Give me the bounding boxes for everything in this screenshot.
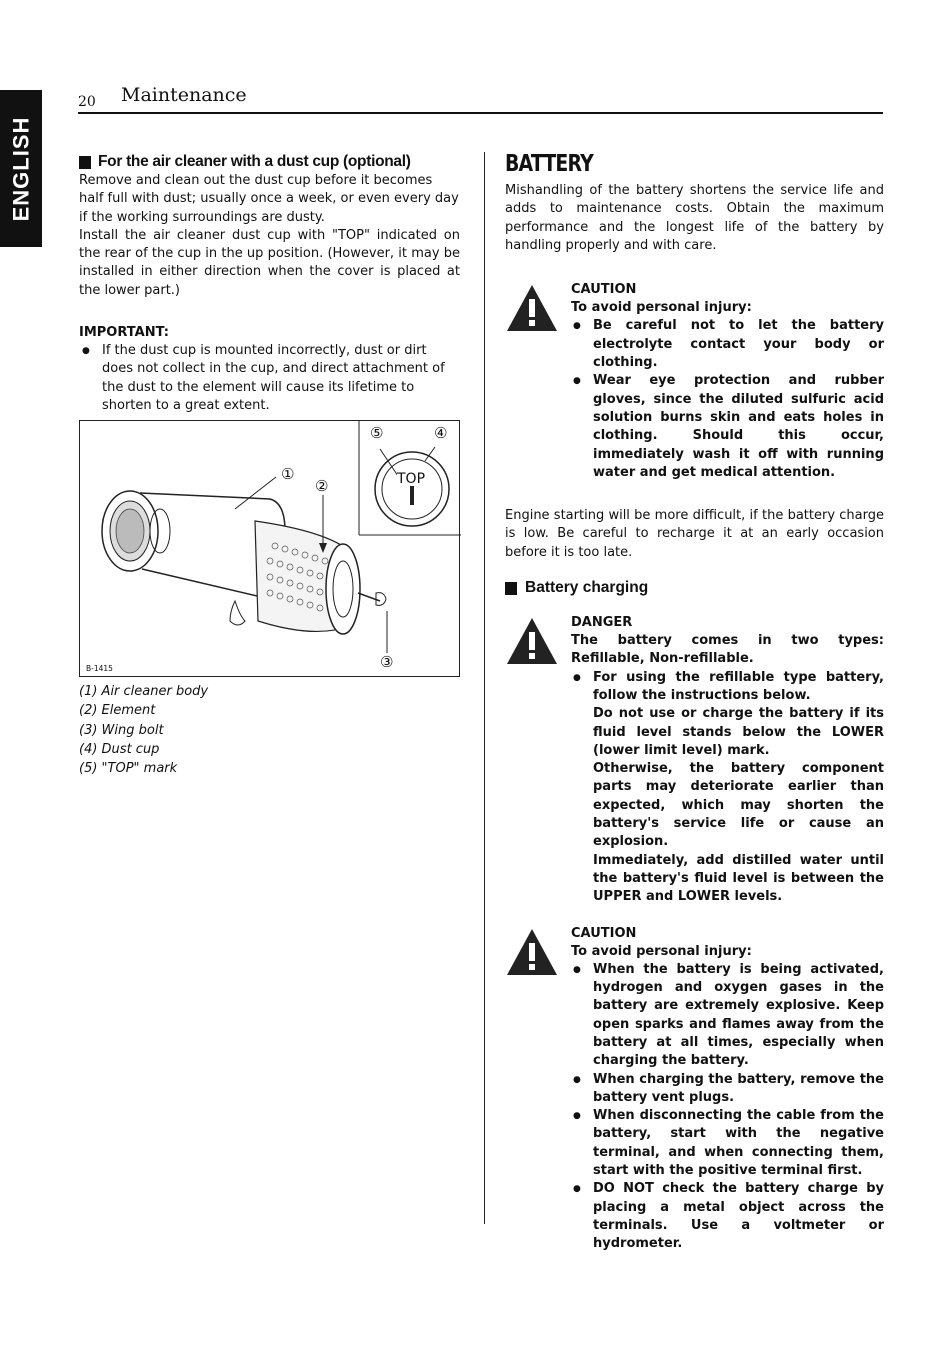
dust-cup-paragraph-2: Install the air cleaner dust cup with "TOP" indicated on the rear of the cup in the up position. (However, it may be installed in either direction when the cover is placed at the lower part.) <box>79 227 460 298</box>
bullet-icon: ● <box>573 321 581 332</box>
figure-captions <box>79 682 460 779</box>
callout-4: ④ <box>434 423 448 442</box>
caution-block-2 <box>505 925 884 1254</box>
callout-1: ① <box>281 464 295 483</box>
danger-label: DANGER <box>571 615 633 631</box>
callout-2: ② <box>315 476 329 495</box>
caution-lead: To avoid personal injury: <box>571 943 752 959</box>
language-tab <box>0 90 42 247</box>
caption-item: (1) Air cleaner body <box>79 683 209 699</box>
page-number: 20 <box>78 94 96 110</box>
caption-item: (3) Wing bolt <box>79 722 164 738</box>
left-column <box>79 152 460 779</box>
bullet-icon: ● <box>573 1184 581 1195</box>
danger-lead: The battery comes in two types: Refillable, Non-refillable. <box>571 633 884 667</box>
square-bullet-icon <box>505 582 517 595</box>
caution-label: CAUTION <box>571 282 637 298</box>
figure-code: B-1415 <box>86 663 113 673</box>
caption-item: (4) Dust cup <box>79 741 160 757</box>
caution-lead: To avoid personal injury: <box>571 300 752 316</box>
battery-charging-heading: Battery charging <box>505 578 884 598</box>
caution-item: ● Be careful not to let the battery electrolyte contact your body or clothing. <box>571 317 884 372</box>
section-title: Maintenance <box>121 84 247 106</box>
caution-item: ● When disconnecting the cable from the battery, start with the negative terminal, and when connecting them, start with the positive terminal first. <box>571 1107 884 1180</box>
caption-item: (5) "TOP" mark <box>79 761 178 777</box>
square-bullet-icon <box>79 156 91 169</box>
danger-item: ● For using the refillable type battery, follow the instructions below. Do not use or charge the battery if its fluid level stands below the LOWER (lower limit level) mark. Otherwise, the battery component parts may deteriorate earlier than expected, which may shorten the battery's service life or cause an explosion. Immediately, add distilled water until the battery's fluid level is between the UPPER and LOWER levels. <box>571 669 884 907</box>
battery-title: BATTERY <box>505 151 593 177</box>
bullet-icon: ● <box>573 1111 581 1122</box>
air-cleaner-figure <box>79 420 460 677</box>
bullet-icon: ● <box>82 346 90 357</box>
dust-cup-paragraph-1: Remove and clean out the dust cup before it becomes half full with dust; usually once a week, or even every day if the working surroundings are dusty. <box>79 173 459 225</box>
caution-item: ● Wear eye protection and rubber gloves, since the diluted sulfuric acid solution burns skin and eats holes in clothing. Should this occur, immediately wash it off with running water and get medical attention. <box>571 372 884 482</box>
caption-item: (2) Element <box>79 703 156 719</box>
bullet-icon: ● <box>573 964 581 975</box>
page-header <box>78 84 883 114</box>
battery-intro: Mishandling of the battery shortens the service life and adds to maintenance costs. Obtain the maximum performance and the longest life of the battery by handling properly and with care. <box>505 183 884 253</box>
column-divider <box>484 152 485 1224</box>
dust-cup-heading: For the air cleaner with a dust cup (optional) <box>79 152 460 172</box>
danger-block <box>505 614 884 906</box>
caution-item: ● When charging the battery, remove the battery vent plugs. <box>571 1071 884 1108</box>
callout-5: ⑤ <box>370 423 384 442</box>
bullet-icon: ● <box>573 672 581 683</box>
bullet-icon: ● <box>573 1074 581 1085</box>
warning-triangle-icon <box>505 283 559 333</box>
warning-triangle-icon <box>505 927 559 977</box>
important-item: ● If the dust cup is mounted incorrectly, dust or dirt does not collect in the cup, and direct attachment of the dust to the element will cause its lifetime to shorten to a great extent. <box>79 342 460 416</box>
air-cleaner-illustration <box>80 421 461 678</box>
starting-note: Engine starting will be more difficult, if the battery charge is low. Be careful to recharge it at an early occasion before it is too late. <box>505 508 884 560</box>
important-label: IMPORTANT: <box>79 325 169 341</box>
caution-item: ● DO NOT check the battery charge by placing a metal object across the terminals. Use a voltmeter or hydrometer. <box>571 1180 884 1253</box>
right-column <box>505 150 884 1254</box>
language-tab-label: ENGLISH <box>8 116 34 221</box>
warning-triangle-icon <box>505 616 559 666</box>
caution-item: ● When the battery is being activated, hydrogen and oxygen gases in the battery are extremely explosive. Keep open sparks and flames away from the battery at all times, especially when charging the battery. <box>571 961 884 1071</box>
callout-3: ③ <box>380 652 394 671</box>
caution-label: CAUTION <box>571 925 637 941</box>
top-mark-label: TOP <box>397 470 426 487</box>
caution-block-1 <box>505 281 884 482</box>
bullet-icon: ● <box>573 376 581 387</box>
